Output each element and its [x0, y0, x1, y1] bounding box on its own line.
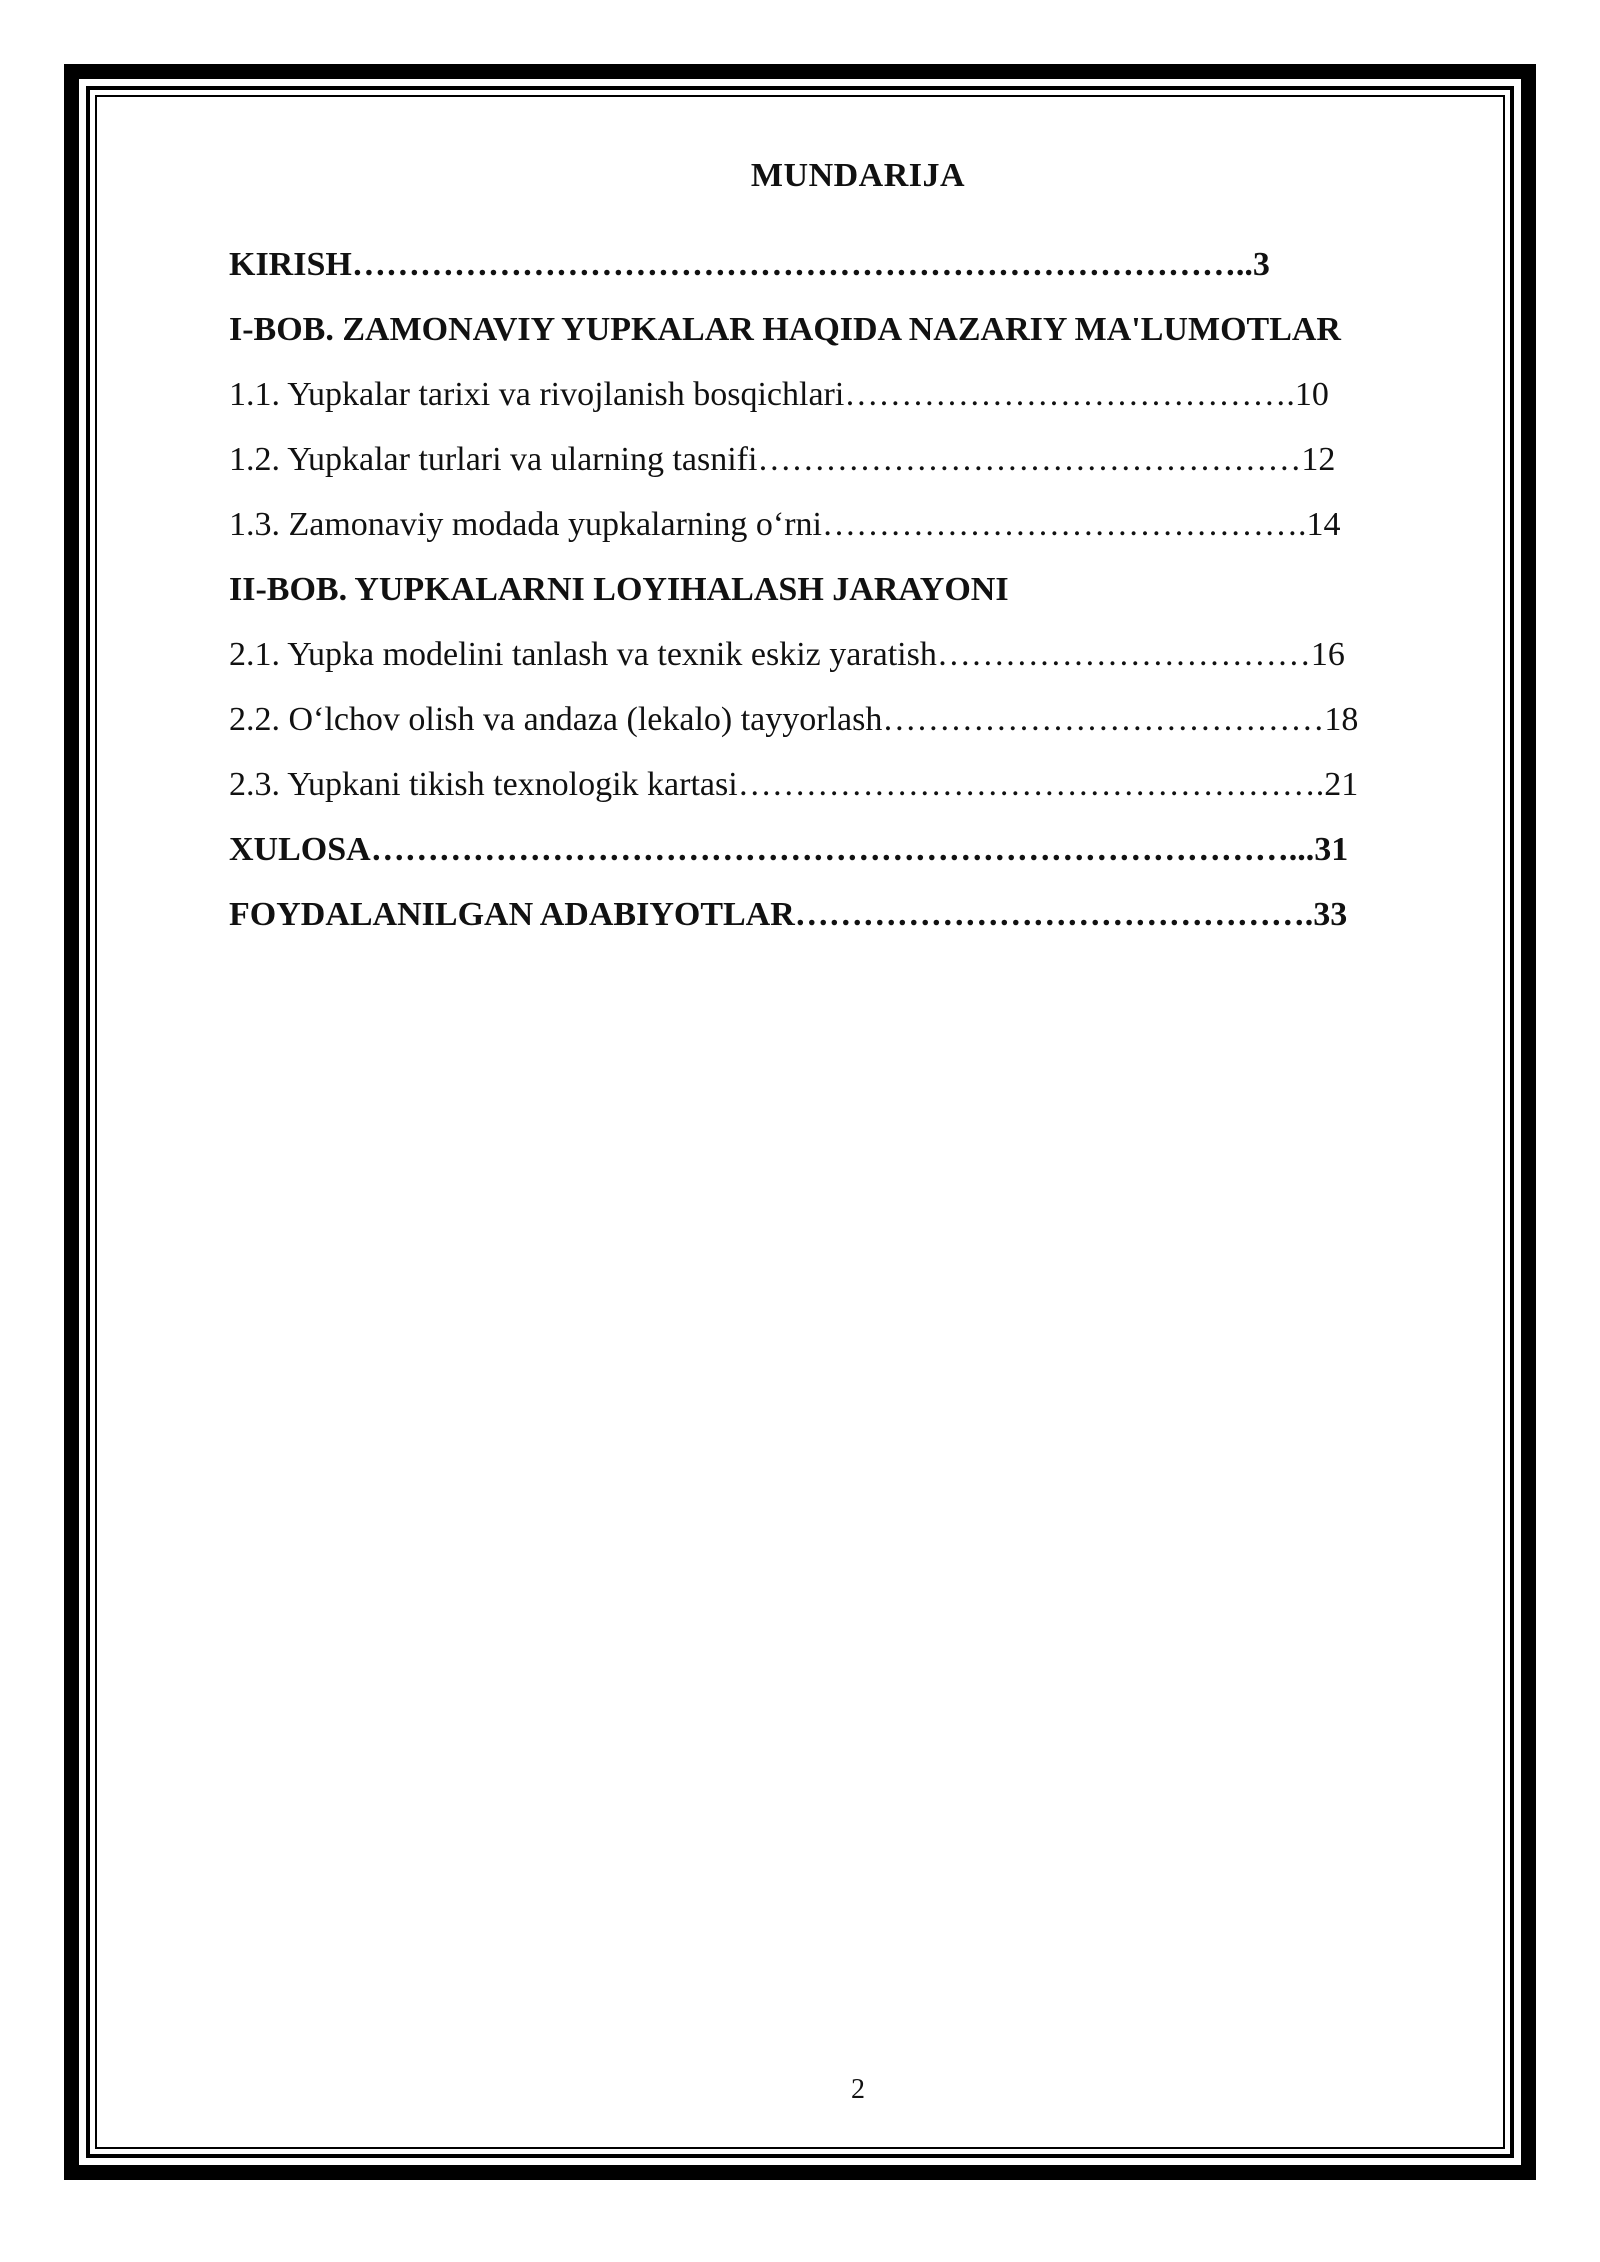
toc-entry-section-2-1: 2.1. Yupka modelini tanlash va texnik eskiz yaratish……………………………16: [229, 636, 1345, 673]
page-number: 2: [851, 2074, 865, 2105]
page-title: MUNDARIJA: [750, 157, 966, 194]
toc-entry-chapter-2: II-BOB. YUPKALARNI LOYIHALASH JARAYONI: [229, 571, 1009, 608]
toc-entry-bibliography: FOYDALANILGAN ADABIYOTLAR……………………………………….33: [229, 896, 1348, 933]
toc-entry-section-2-3: 2.3. Yupkani tikish texnologik kartasi…………………………………………….21: [229, 766, 1359, 803]
toc-entry-section-1-2: 1.2. Yupkalar turlari va ularning tasnifi…………………………………………12: [229, 441, 1336, 478]
toc-entry-xulosa: XULOSA………………………………………………………………………...31: [229, 831, 1349, 868]
toc-entry-section-1-1: 1.1. Yupkalar tarixi va rivojlanish bosqichlari………………………………….10: [229, 376, 1329, 413]
toc-entry-chapter-1: I-BOB. ZAMONAVIY YUPKALAR HAQIDA NAZARIY MA'LUMOTLAR: [229, 311, 1341, 348]
toc-entry-kirish: KIRISH……………………………………………………………………..3: [229, 246, 1270, 283]
table-of-contents: [229, 238, 1509, 953]
toc-entry-section-1-3: 1.3. Zamonaviy modada yupkalarning oʻrni…………………………………….14: [229, 506, 1341, 543]
toc-entry-section-2-2: 2.2. Oʻlchov olish va andaza (lekalo) tayyorlash…………………………………18: [229, 701, 1359, 738]
